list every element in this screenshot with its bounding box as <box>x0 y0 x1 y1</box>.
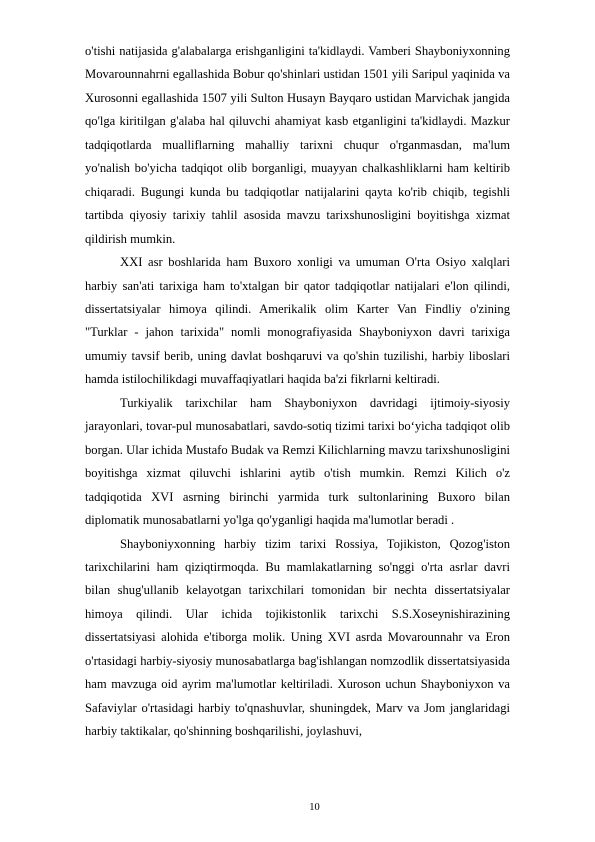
paragraph-xxi-century: XXI asr boshlarida ham Buxoro xonligi va umuman O'rta Osiyo xalqlari harbiy san'ati tarixiga ham to'xtalgan bir qator tadqiqotlar natijalari e'lon qilindi, dissertatsiyalar himoya qilindi. Amerikalik olim Karter Van Findliy o'zining "Turklar - jahon tarixida" nomli monografiyasida Shayboniyxon davri tarixiga umumiy tavsif berib, uning davlat boshqaruvi va qo'shin tuzilishi, harbiy liboslari hamda istilochilikdagi muvaffaqiyatlari haqida ba'zi fikrlarni keltiradi. <box>85 255 510 387</box>
document-page <box>85 40 510 744</box>
paragraph-military-system: Shayboniyxonning harbiy tizim tarixi Rossiya, Tojikiston, Qozog'iston tarixchilarini ham qiziqtirmoqda. Bu mamlakatlarning so'nggi o'rta asrlar davri bilan shug'ullanib kelayotgan tarixchilari tomonidan bir nechta dissertatsiyalar himoya qilindi. Ular ichida tojikistonlik tarixchi S.S.Xoseynishirazining dissertatsiyasi alohida e'tiborga molik. Uning XVI asrda Movarounnahr va Eron o'rtasidagi harbiy-siyosiy munosabatlarga bag'ishlangan nomzodlik dissertatsiyasida ham mavzuga oid ayrim ma'lumotlar keltiriladi. Xuroson uchun Shayboniyxon va Safaviylar o'rtasidagi harbiy to'qnashuvlar, shuningdek, Marv va Jom janglaridagi harbiy taktikalar, qo'shinning boshqarilishi, joylashuvi, <box>85 536 510 739</box>
paragraph-turkish-historians: Turkiyalik tarixchilar ham Shayboniyxon davridagi ijtimoiy-siyosiy jarayonlari, tovar-pul munosabatlari, savdo-sotiq tizimi tarixi boʻyicha tadqiqot olib borgan. Ular ichida Mustafo Budak va Remzi Kilichlarning mavzu tarixshunosligini boyitishga xizmat qiluvchi ishlarini aytib o'tish mumkin. Remzi Kilich o'z tadqiqotida XVI asrning birinchi yarmida turk sultonlarining Buxoro bilan diplomatik munosabatlarni yo'lga qo'yganligi haqida ma'lumotlar beradi . <box>85 395 510 528</box>
page-number: 10 <box>309 802 320 813</box>
paragraph-continuation: o'tishi natijasida g'alabalarga erishganligini ta'kidlaydi. Vamberi Shayboniyxonning Movarounnahrni egallashida Bobur qo'shinlari ustidan 1501 yili Saripul yaqinida va Xurosonni egallashida 1507 yili Sulton Husayn Bayqaro ustidan Marvichak jangida qo'lga kiritilgan g'alaba hal qiluvchi ahamiyat kasb etganligini ta'kidlaydi. Mazkur tadqiqotlarda mualliflarning mahalliy tarixni chuqur o'rganmasdan, ma'lum yo'nalish bo'yicha tadqiqot olib borganligi, muayyan chalkashliklarni ham keltirib chiqaradi. Bugungi kunda bu tadqiqotlar natijalarini qayta ko'rib chiqib, tegishli tartibda qiyosiy tarixiy tahlil asosida mavzu tarixshunosligini boyitishga xizmat qildirish mumkin. <box>85 44 510 246</box>
